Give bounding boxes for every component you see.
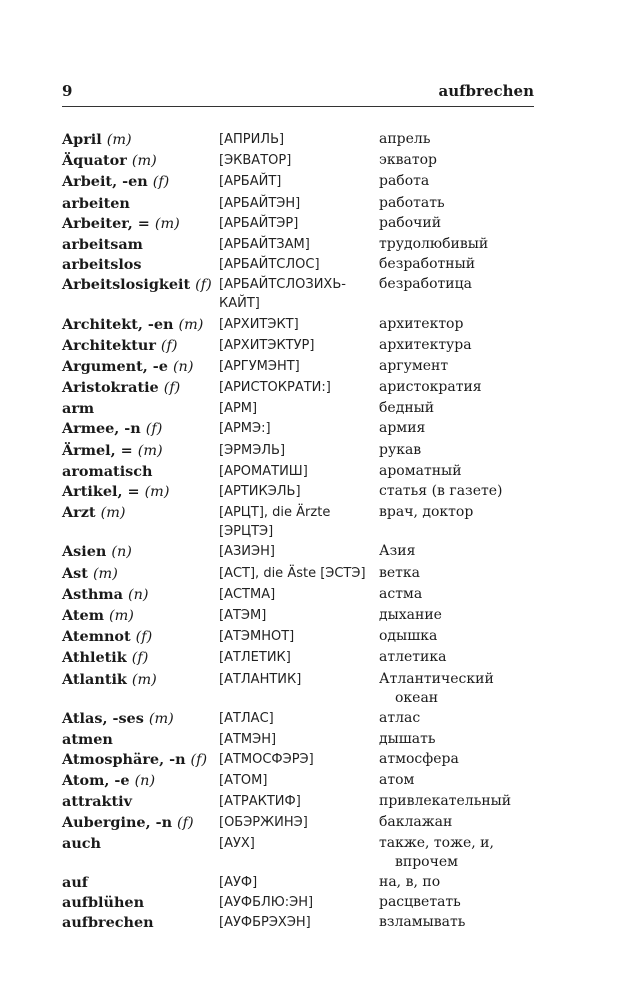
german-headword	[62, 913, 219, 932]
translation-line: армия	[379, 420, 426, 437]
translation-line: привлекательный	[379, 793, 512, 810]
dictionary-entry	[62, 151, 542, 171]
translation-line: трудолюбивый	[379, 235, 489, 252]
headword-text: Atemnot	[62, 628, 131, 646]
gender-marker: (n)	[172, 358, 194, 375]
headword-text: Atom, -e	[62, 772, 130, 790]
russian-translation	[379, 730, 542, 749]
gender-marker: (m)	[108, 607, 134, 624]
dictionary-entry	[62, 585, 542, 605]
translation-line: аристократия	[379, 379, 482, 396]
russian-translation	[379, 275, 542, 294]
pronunciation-line: [АСТМА]	[219, 586, 276, 602]
dictionary-entry	[62, 606, 542, 626]
pronunciation	[219, 792, 379, 811]
pronunciation	[219, 834, 379, 853]
pronunciation-line: [ЭКВАТОР]	[219, 153, 292, 169]
translation-line: также, тоже, и,	[379, 834, 494, 851]
pronunciation	[219, 357, 379, 376]
dictionary-entry	[62, 542, 542, 562]
headword-text: auf	[62, 874, 88, 891]
translation-line: статья (в газете)	[379, 483, 503, 499]
german-headword	[62, 873, 219, 892]
pronunciation	[219, 564, 379, 583]
pronunciation-line: [АТЭМ]	[219, 607, 267, 623]
translation-line: впрочем	[395, 853, 459, 870]
headword-text: Aubergine, -n	[62, 813, 173, 831]
dictionary-entry	[62, 627, 542, 647]
pronunciation-line: [ЭРМЭЛЬ]	[219, 442, 286, 458]
pronunciation-line: [АТЛЕТИК]	[219, 650, 291, 666]
translation-line: взламывать	[379, 914, 466, 931]
pronunciation	[219, 255, 379, 274]
translation-line: дыхание	[379, 606, 442, 623]
pronunciation-line: [АУФБРЭХЭН]	[219, 915, 311, 931]
dictionary-entry	[62, 275, 542, 313]
dictionary-entry	[62, 709, 542, 729]
german-headword	[62, 750, 219, 770]
gender-marker: (f)	[160, 337, 178, 354]
headword-text: aufblühen	[62, 894, 145, 912]
dictionary-entry	[62, 792, 542, 811]
russian-translation	[379, 564, 542, 583]
pronunciation-line: [АРБАЙТСЛОЗИХЬ-	[219, 277, 346, 293]
gender-marker: (f)	[145, 421, 163, 438]
gender-marker: (f)	[135, 629, 153, 646]
headword-text: Arbeitslosigkeit	[62, 276, 191, 294]
german-headword	[62, 172, 219, 192]
gender-marker: (m)	[92, 565, 118, 582]
pronunciation	[219, 194, 379, 213]
pronunciation	[219, 542, 379, 561]
russian-translation	[379, 214, 542, 233]
dictionary-entry	[62, 357, 542, 377]
translation-line: ароматный	[379, 462, 462, 479]
translation-line: безработица	[379, 276, 472, 293]
pronunciation	[219, 482, 379, 501]
translation-line: безработный	[379, 256, 476, 273]
pronunciation-line: [АУФ]	[219, 875, 258, 890]
pronunciation-line: [АТЭМНОТ]	[219, 629, 295, 645]
headword-text: Arbeiter, =	[62, 214, 150, 232]
headword-text: April	[62, 131, 102, 148]
german-headword	[62, 441, 219, 461]
headword-text: Arzt	[62, 504, 96, 522]
russian-translation	[379, 542, 542, 561]
pronunciation-line: [АРМ]	[219, 401, 258, 417]
headword-text: arbeitsam	[62, 235, 143, 253]
russian-translation	[379, 913, 542, 932]
translation-line: работа	[379, 173, 430, 190]
pronunciation-line: [АРТИКЭЛЬ]	[219, 484, 301, 499]
headword-text: Architekt, -en	[62, 315, 174, 333]
headword-text: Asthma	[62, 585, 123, 603]
pronunciation-line: [ЭРЦТЭ]	[219, 524, 274, 540]
gender-marker: (n)	[111, 544, 132, 561]
german-headword	[62, 542, 219, 562]
german-headword	[62, 378, 219, 398]
translation-line: рукав	[379, 441, 422, 458]
gender-marker: (f)	[163, 380, 181, 397]
pronunciation-line: [АТЛАС]	[219, 710, 274, 726]
pronunciation-line: [АРБАЙТЭР]	[219, 215, 299, 231]
headword-text: attraktiv	[62, 793, 132, 811]
russian-translation	[379, 235, 542, 254]
gender-marker: (m)	[154, 215, 180, 232]
gender-marker: (m)	[148, 710, 174, 727]
page-header	[62, 82, 534, 107]
pronunciation	[219, 419, 379, 438]
german-headword	[62, 834, 219, 853]
dictionary-entry	[62, 730, 542, 749]
pronunciation	[219, 441, 379, 460]
russian-translation	[379, 172, 542, 191]
translation-line: экватор	[379, 152, 437, 169]
dictionary-entry	[62, 462, 542, 481]
dictionary-entry	[62, 315, 542, 335]
german-headword	[62, 503, 219, 523]
german-headword	[62, 336, 219, 356]
german-headword	[62, 730, 219, 749]
russian-translation	[379, 585, 542, 604]
pronunciation-line: [АРГУМЭНТ]	[219, 358, 300, 374]
pronunciation-line: [АТМЭН]	[219, 731, 277, 747]
headword-text: Atem	[62, 606, 104, 624]
pronunciation	[219, 378, 379, 397]
russian-translation	[379, 792, 542, 811]
pronunciation	[219, 585, 379, 604]
pronunciation-line: [АРМЭ:]	[219, 421, 271, 437]
headword-text: Athletik	[62, 649, 127, 667]
pronunciation	[219, 275, 379, 313]
german-headword	[62, 813, 219, 833]
pronunciation-line: [АУФБЛЮ:ЭН]	[219, 895, 314, 911]
pronunciation	[219, 214, 379, 233]
pronunciation	[219, 315, 379, 334]
translation-line: рабочий	[379, 214, 442, 231]
german-headword	[62, 564, 219, 584]
pronunciation-line: [АРХИТЭКТУР]	[219, 337, 315, 353]
translation-line: баклажан	[379, 813, 453, 830]
gender-marker: (f)	[152, 174, 170, 191]
pronunciation	[219, 130, 379, 149]
gender-marker: (f)	[195, 277, 212, 294]
pronunciation	[219, 913, 379, 932]
german-headword	[62, 670, 219, 690]
translation-line: ветка	[379, 564, 421, 581]
translation-line: атмосфера	[379, 751, 459, 768]
pronunciation	[219, 627, 379, 646]
german-headword	[62, 709, 219, 729]
headword-text: auch	[62, 834, 102, 852]
pronunciation	[219, 503, 379, 541]
russian-translation	[379, 462, 542, 481]
translation-line: врач, доктор	[379, 504, 474, 521]
translation-line: Азия	[379, 543, 416, 560]
gender-marker: (f)	[131, 650, 149, 667]
headword-text: aromatisch	[62, 462, 153, 480]
dictionary-entry	[62, 670, 542, 708]
pronunciation-line: [АТЛАНТИК]	[219, 671, 302, 687]
gender-marker: (m)	[131, 153, 157, 170]
headword-text: Artikel, =	[62, 483, 140, 500]
german-headword	[62, 130, 219, 150]
gender-marker: (f)	[190, 752, 208, 769]
pronunciation-line: [АРБАЙТСЛОС]	[219, 257, 320, 273]
dictionary-entry	[62, 130, 542, 150]
pronunciation-line: КАЙТ]	[219, 296, 260, 312]
dictionary-entry	[62, 893, 542, 912]
german-headword	[62, 462, 219, 481]
headword-text: Asien	[62, 543, 107, 561]
dictionary-entry	[62, 378, 542, 398]
russian-translation	[379, 709, 542, 728]
gender-marker: (m)	[178, 316, 204, 333]
pronunciation-line: [АТМОСФЭРЭ]	[219, 752, 314, 768]
russian-translation	[379, 399, 542, 418]
dictionary-entry	[62, 834, 542, 872]
german-headword	[62, 214, 219, 234]
german-headword	[62, 151, 219, 171]
translation-line: атлетика	[379, 649, 447, 666]
dictionary-entry	[62, 771, 542, 791]
dictionary-entry	[62, 255, 542, 274]
russian-translation	[379, 255, 542, 274]
pronunciation-line: [АТОМ]	[219, 773, 268, 789]
russian-translation	[379, 315, 542, 334]
russian-translation	[379, 893, 542, 912]
russian-translation	[379, 670, 542, 708]
pronunciation	[219, 462, 379, 481]
pronunciation	[219, 172, 379, 191]
russian-translation	[379, 813, 542, 832]
headword-text: arbeiten	[62, 194, 130, 212]
russian-translation	[379, 503, 542, 522]
pronunciation-line: [АРБАЙТЗАМ]	[219, 236, 310, 252]
russian-translation	[379, 834, 542, 872]
russian-translation	[379, 441, 542, 460]
headword-text: Ärmel, =	[62, 441, 133, 459]
headword-text: Armee, -n	[62, 420, 141, 438]
pronunciation-line: [АРХИТЭКТ]	[219, 316, 299, 332]
headword-text: Atmosphäre, -n	[62, 751, 186, 769]
pronunciation	[219, 670, 379, 689]
pronunciation	[219, 606, 379, 625]
translation-line: архитектор	[379, 315, 464, 332]
translation-line: бедный	[379, 400, 435, 417]
russian-translation	[379, 771, 542, 790]
dictionary-entry	[62, 235, 542, 254]
pronunciation	[219, 813, 379, 832]
translation-line: дышать	[379, 730, 436, 747]
dictionary-entry	[62, 172, 542, 192]
gender-marker: (m)	[137, 442, 163, 459]
german-headword	[62, 482, 219, 502]
translation-line: на, в, по	[379, 874, 441, 890]
pronunciation-line: [АЗИЭН]	[219, 544, 275, 560]
pronunciation-line: [АРБАЙТЭН]	[219, 195, 301, 211]
russian-translation	[379, 648, 542, 667]
headword-text: Arbeit, -en	[62, 173, 148, 191]
german-headword	[62, 315, 219, 335]
translation-line: атлас	[379, 709, 421, 726]
dictionary-entry	[62, 503, 542, 541]
translation-line: океан	[395, 689, 439, 706]
german-headword	[62, 627, 219, 647]
translation-line: аргумент	[379, 357, 449, 374]
dictionary-entry	[62, 399, 542, 418]
gender-marker: (m)	[100, 505, 126, 522]
headword-text: arm	[62, 400, 95, 418]
german-headword	[62, 194, 219, 213]
german-headword	[62, 606, 219, 626]
pronunciation	[219, 235, 379, 254]
translation-line: апрель	[379, 131, 431, 147]
russian-translation	[379, 482, 542, 501]
german-headword	[62, 792, 219, 811]
gender-marker: (f)	[177, 814, 194, 831]
translation-line: атом	[379, 772, 415, 789]
pronunciation	[219, 750, 379, 769]
pronunciation-line: [АРОМАТИШ]	[219, 463, 308, 479]
gender-marker: (m)	[106, 132, 132, 148]
dictionary-entry	[62, 336, 542, 356]
dictionary-entry	[62, 441, 542, 461]
headword-text: Architektur	[62, 336, 156, 354]
german-headword	[62, 235, 219, 254]
russian-translation	[379, 336, 542, 355]
dictionary-entry	[62, 648, 542, 668]
pronunciation-line: [АУХ]	[219, 835, 255, 851]
translation-line: астма	[379, 585, 423, 602]
pronunciation	[219, 893, 379, 912]
dictionary-entry	[62, 214, 542, 234]
headword-text: Ast	[62, 564, 88, 582]
dictionary-entry	[62, 813, 542, 833]
russian-translation	[379, 357, 542, 376]
gender-marker: (n)	[127, 586, 149, 603]
pronunciation-line: [АСТ], die Äste [ЭСТЭ]	[219, 565, 366, 581]
german-headword	[62, 419, 219, 439]
pronunciation-line: [АРЦТ], die Ärzte	[219, 505, 331, 521]
russian-translation	[379, 873, 542, 892]
guide-word: aufbrechen	[438, 82, 534, 100]
pronunciation-line: [АТРАКТИФ]	[219, 794, 301, 810]
headword-text: Atlantik	[62, 670, 127, 688]
german-headword	[62, 648, 219, 668]
german-headword	[62, 357, 219, 377]
dictionary-entry	[62, 913, 542, 932]
translation-line: работать	[379, 194, 445, 211]
german-headword	[62, 585, 219, 605]
dictionary-entry	[62, 873, 542, 892]
pronunciation-line: [АРБАЙТ]	[219, 174, 282, 190]
headword-text: Atlas, -ses	[62, 709, 144, 727]
gender-marker: (n)	[134, 773, 156, 790]
headword-text: Äquator	[62, 152, 127, 170]
german-headword	[62, 399, 219, 418]
headword-text: Argument, -e	[62, 357, 168, 375]
german-headword	[62, 771, 219, 791]
headword-text: atmen	[62, 730, 113, 748]
russian-translation	[379, 750, 542, 769]
dictionary-entry	[62, 194, 542, 213]
dictionary-entries	[62, 130, 542, 934]
pronunciation	[219, 771, 379, 790]
translation-line: архитектура	[379, 336, 472, 353]
gender-marker: (m)	[144, 484, 170, 500]
translation-line: одышка	[379, 628, 438, 645]
russian-translation	[379, 419, 542, 438]
russian-translation	[379, 378, 542, 397]
pronunciation	[219, 648, 379, 667]
headword-text: Aristokratie	[62, 379, 159, 397]
russian-translation	[379, 130, 542, 149]
german-headword	[62, 893, 219, 912]
dictionary-entry	[62, 564, 542, 584]
headword-text: aufbrechen	[62, 914, 154, 932]
dictionary-entry	[62, 482, 542, 502]
pronunciation-line: [АПРИЛЬ]	[219, 132, 285, 147]
gender-marker: (m)	[131, 671, 157, 688]
pronunciation	[219, 730, 379, 749]
russian-translation	[379, 151, 542, 170]
headword-text: arbeitslos	[62, 256, 142, 274]
pronunciation	[219, 399, 379, 418]
page-number: 9	[62, 82, 73, 100]
pronunciation-line: [АРИСТОКРАТИ:]	[219, 380, 331, 396]
russian-translation	[379, 627, 542, 646]
translation-line: расцветать	[379, 894, 461, 911]
german-headword	[62, 275, 219, 295]
translation-line: Атлантический	[379, 670, 494, 687]
dictionary-entry	[62, 419, 542, 439]
dictionary-entry	[62, 750, 542, 770]
pronunciation	[219, 873, 379, 892]
pronunciation-line: [ОБЭРЖИНЭ]	[219, 814, 308, 830]
russian-translation	[379, 194, 542, 213]
pronunciation	[219, 336, 379, 355]
german-headword	[62, 255, 219, 274]
pronunciation	[219, 151, 379, 170]
pronunciation	[219, 709, 379, 728]
russian-translation	[379, 606, 542, 625]
